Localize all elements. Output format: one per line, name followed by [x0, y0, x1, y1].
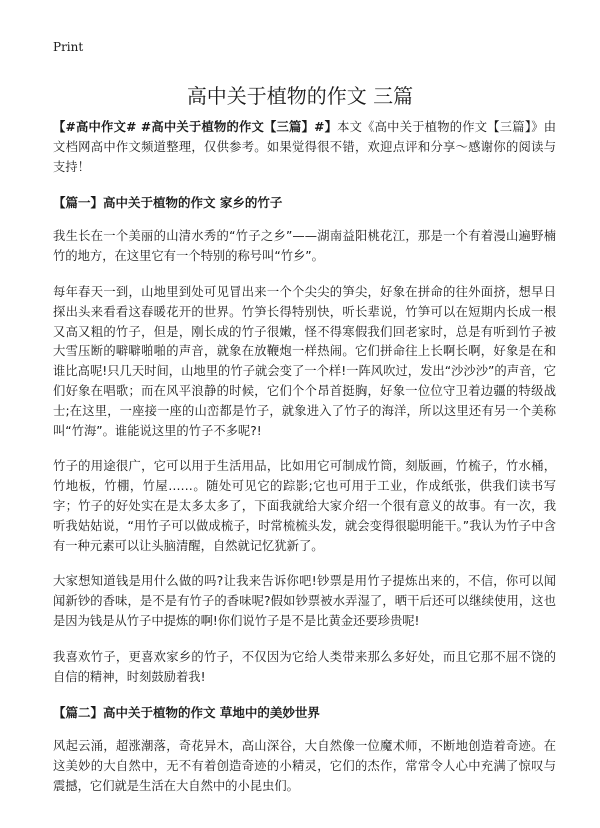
section-1-paragraph: 竹子的用途很广，它可以用于生活用品，比如用它可制成竹筒，刻版画，竹梳子，竹水桶，竹地板，竹棚，竹屋……。随处可见它的踪影;它也可用于工业，作成纸张，供我们读书写字；竹子的好处实在是太多太多了，下面我就给大家介绍一个很有意义的故事。有一次，我听我姑姑说，“用竹子可以做成梳子，时常梳梳头发，就会变得很聪明能干。”我认为竹子中含有一种元素可以让头脑清醒，自然就记忆犹新了。 — [53, 459, 556, 553]
intro-paragraph — [53, 118, 556, 177]
section-heading-1: 【篇一】高中关于植物的作文 家乡的竹子 — [53, 195, 283, 211]
document-body — [53, 118, 556, 813]
intro-tags: 【#高中作文# #高中关于植物的作文【三篇】#】 — [53, 120, 338, 134]
intro-text: 本文《高中关于植物的作文【三篇】》由文档网高中作文频道整理，仅供参考。如果觉得很不错，欢迎点评和分享～感谢你的阅读与支持！ — [53, 120, 556, 174]
section-1-paragraph: 大家想知道钱是用什么做的吗?让我来告诉你吧!钞票是用竹子提炼出来的，不信，你可以闻闻新钞的香味，是不是有竹子的香味呢?假如钞票被水弄湿了，晒干后还可以继续使用，这也是因为钱是从竹子中提炼的啊!你们说竹子是不是比黄金还要珍贵呢! — [53, 574, 556, 628]
section-heading-2: 【篇二】高中关于植物的作文 草地中的美妙世界 — [53, 705, 320, 721]
section-2-paragraph: 风起云涌，超涨潮落，奇花异木，高山深谷，大自然像一位魔术师，不断地创造着奇迹。在这美妙的大自然中，无不有着创造奇迹的小精灵，它们的杰作，常常令人心中充满了惊叹与震撼，它们就是生活在大自然中的小昆虫们。 — [53, 739, 556, 793]
page-title: 高中关于植物的作文 三篇 — [186, 84, 414, 108]
print-label: Print — [53, 40, 84, 54]
section-1-paragraph: 我生长在一个美丽的山清水秀的“竹子之乡”——湖南益阳桃花江，那是一个有着漫山遍野楠竹的地方，在这里它有一个特别的称号叫“竹乡”。 — [53, 229, 556, 264]
section-1-paragraph: 每年春天一到，山地里到处可见冒出来一个个尖尖的笋尖，好象在拼命的往外面挤，想早日探出头来看看这春暖花开的世界。竹笋长得特别快，听长辈说，竹笋可以在短期内长成一根又高又粗的竹子，但是，刚长成的竹子很嫩，怪不得寒假我们回老家时，总是有听到竹子被大雪压断的噼噼啪啪的声音，就象在放鞭炮一样热闹。它们拼命往上长啊长啊，好象是在和谁比高呢!只几天时间，山地里的竹子就会变了一个样!一阵风吹过，发出“沙沙沙”的声音，它们好象在唱歌；而在风平浪静的时候，它们个个昂首挺胸，好象一位位守卫着边疆的特级战士;在这里，一座接一座的山峦都是竹子，就象进入了竹子的海洋，所以这里还有另一个美称叫“竹海”。谁能说这里的竹子不多呢?! — [53, 284, 556, 438]
section-1-paragraph: 我喜欢竹子，更喜欢家乡的竹子，不仅因为它给人类带来那么多好处，而且它那不屈不饶的自信的精神，时刻鼓励着我! — [53, 649, 556, 684]
